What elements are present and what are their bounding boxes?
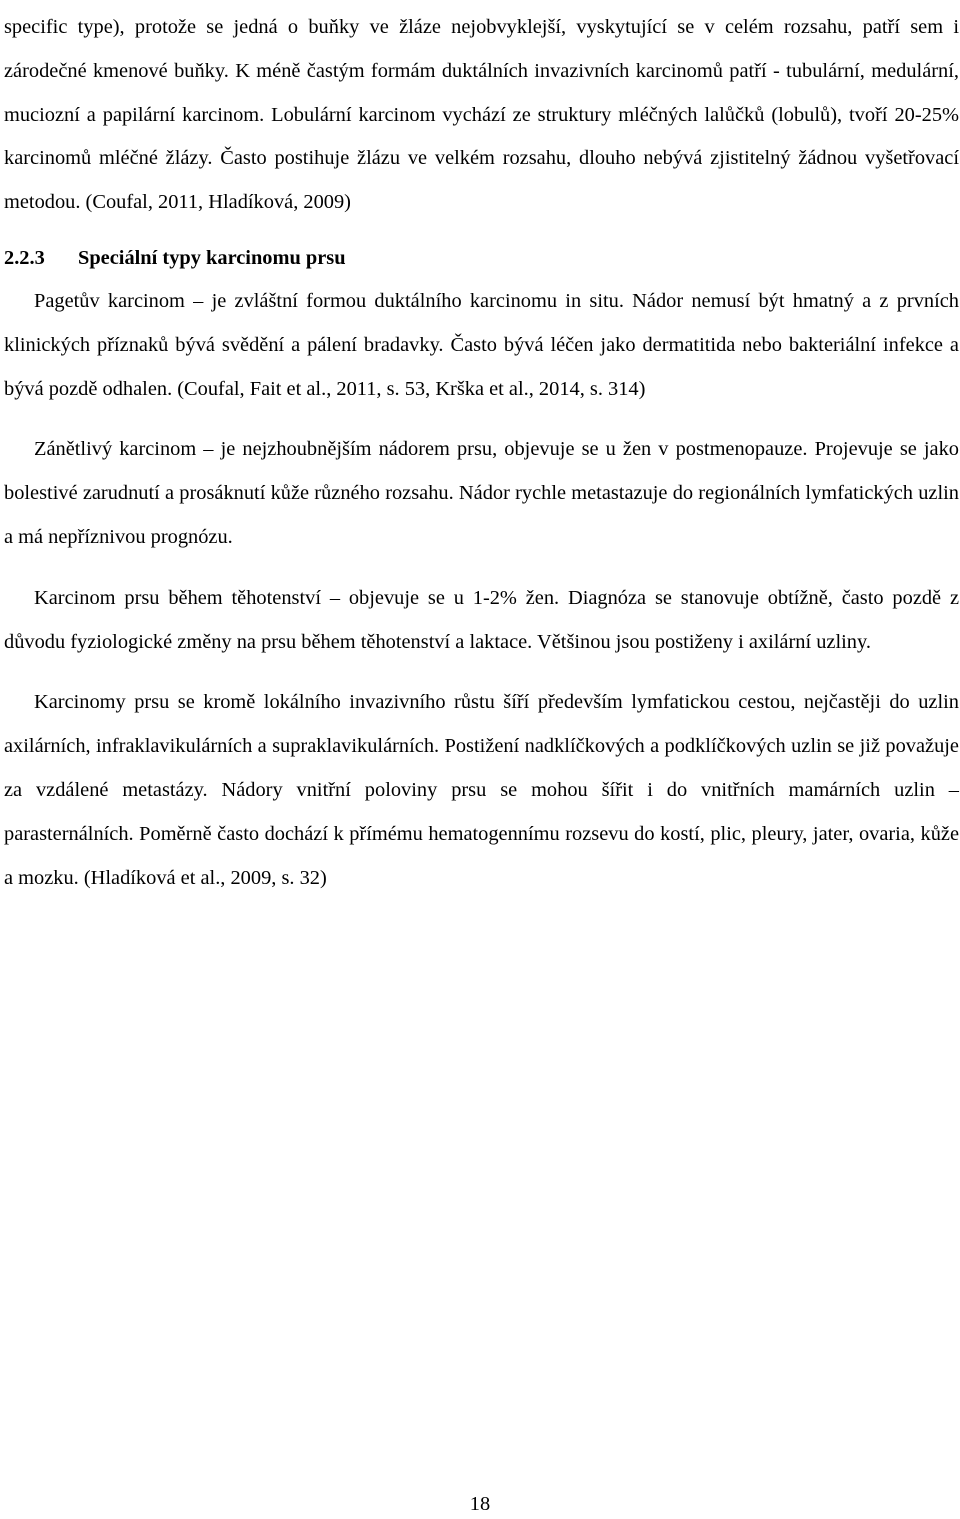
paragraph-pregnancy: Karcinom prsu během těhotenství – objevuje se u 1-2% žen. Diagnóza se stanovuje obtížně, často pozdě z důvodu fyziologické změny na prsu během těhotenství a laktace. Většinou jsou postiženy i axilární uzliny.	[4, 586, 959, 653]
paragraph-metastasis: Karcinomy prsu se kromě lokálního invazivního růstu šíří především lymfatickou cestou, nejčastěji do uzlin axilárních, infraklavikulárních a supraklavikulárních. Postižení nadklíčkových a podklíčkových uzlin se již považuje za vzdálené metastázy. Nádory vnitřní poloviny prsu se mohou šířit i do vnitřních mamárních uzlin – parasternálních. Poměrně často dochází k přímému hematogennímu rozsevu do kostí, plic, pleury, jater, ovaria, kůže a mozku. (Hladíková et al., 2009, s. 32)	[4, 691, 959, 889]
section-number: 2.2.3	[4, 246, 45, 269]
paragraph-inflammatory: Zánětlivý karcinom – je nejzhoubnějším nádorem prsu, objevuje se u žen v postmenopauze. Projevuje se jako bolestivé zarudnutí a prosáknutí kůže různého rozsahu. Nádor rychle metastazuje do regionálních lymfatických uzlin a má nepříznivou prognózu.	[4, 438, 959, 548]
section-heading	[4, 236, 959, 280]
paragraph-continued: specific type), protože se jedná o buňky ve žláze nejobvyklejší, vyskytující se v celém rozsahu, patří sem i zárodečné kmenové buňky. K méně častým formám duktálních invazivních karcinomů patří - tubulární, medulární, muciozní a papilární karcinom. Lobulární karcinom vychází ze struktury mléčných lalůčků (lobulů), tvoří 20-25% karcinomů mléčné žlázy. Často postihuje žlázu ve velkém rozsahu, dlouho nebývá zjistitelný žádnou vyšetřovací metodou. (Coufal, 2011, Hladíková, 2009)	[4, 16, 959, 214]
page-number: 18	[469, 1493, 491, 1515]
document-page	[4, 6, 959, 900]
paragraph-paget: Pagetův karcinom – je zvláštní formou duktálního karcinomu in situ. Nádor nemusí být hmatný a z prvních klinických příznaků bývá svědění a pálení bradavky. Často bývá léčen jako dermatitida nebo bakteriální infekce a bývá pozdě odhalen. (Coufal, Fait et al., 2011, s. 53, Krška et al., 2014, s. 314)	[4, 289, 959, 400]
section-title: Speciální typy karcinomu prsu	[78, 246, 346, 269]
